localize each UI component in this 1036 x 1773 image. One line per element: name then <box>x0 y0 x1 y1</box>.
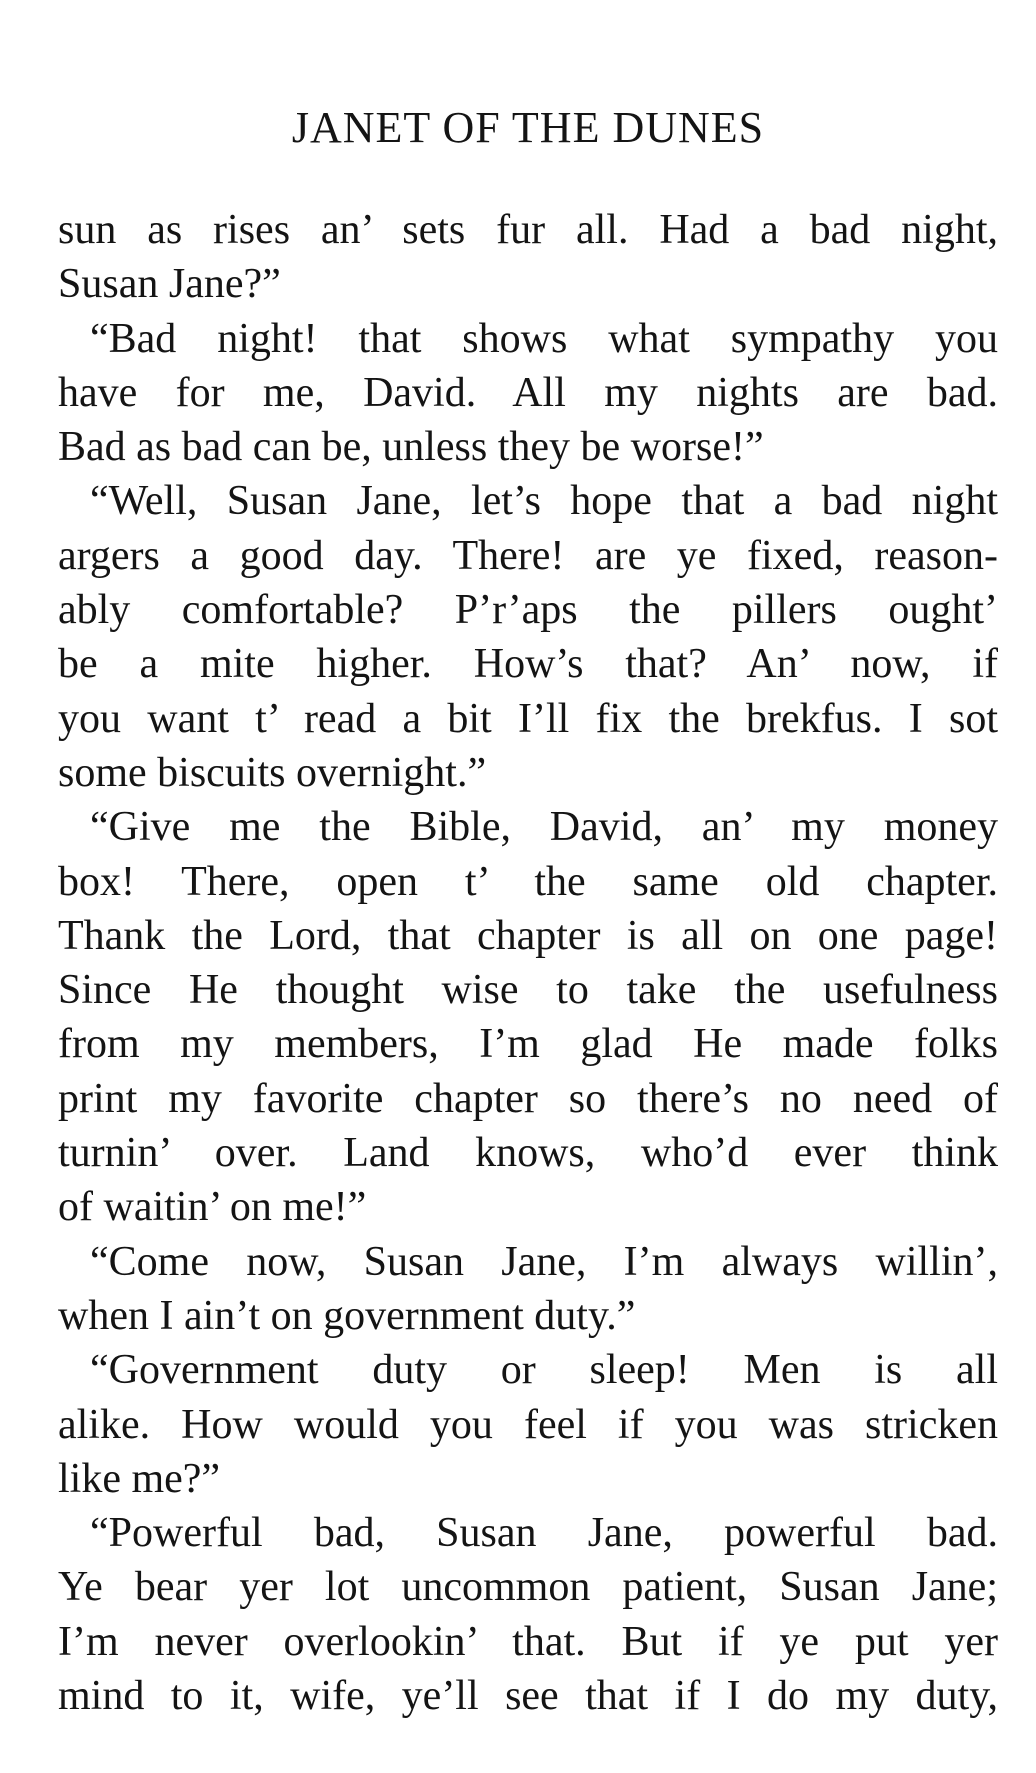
text-line: “Come now, Susan Jane, I’m always willin’, <box>90 1238 998 1285</box>
text-line: mind to it, wife, ye’ll see that if I do my duty, <box>58 1673 998 1720</box>
text-line: “Government duty or sleep! Men is all <box>90 1347 998 1394</box>
text-line: Ye bear yer lot uncommon patient, Susan Jane; <box>58 1564 998 1611</box>
text-line: “Bad night! that shows what sympathy you <box>90 315 998 362</box>
text-line: be a mite higher. How’s that? An’ now, if <box>58 641 998 688</box>
text-line: Thank the Lord, that chapter is all on one page! <box>58 912 998 959</box>
body-text <box>58 203 998 1723</box>
text-line: “Give me the Bible, David, an’ my money <box>90 804 998 851</box>
running-head: JANET OF THE DUNES <box>291 103 765 152</box>
text-line: I’m never overlookin’ that. But if ye put yer <box>58 1618 998 1665</box>
text-line: when I ain’t on government duty.” <box>58 1292 636 1339</box>
text-line: turnin’ over. Land knows, who’d ever think <box>58 1130 998 1177</box>
text-line: Bad as bad can be, unless they be worse!” <box>58 424 764 471</box>
text-line: argers a good day. There! are ye fixed, reason- <box>58 532 998 579</box>
text-line: Susan Jane?” <box>58 261 281 308</box>
text-line: box! There, open t’ the same old chapter. <box>58 858 998 905</box>
text-line: of waitin’ on me!” <box>58 1184 367 1231</box>
text-line: sun as rises an’ sets fur all. Had a bad night, <box>58 207 998 253</box>
text-line: “Well, Susan Jane, let’s hope that a bad night <box>90 478 998 525</box>
text-line: like me?” <box>58 1455 221 1502</box>
text-line: from my members, I’m glad He made folks <box>58 1021 998 1068</box>
text-line: you want t’ read a bit I’ll fix the brekfus. I sot <box>58 695 998 742</box>
text-line: ably comfortable? P’r’aps the pillers ought’ <box>58 587 998 634</box>
text-line: print my favorite chapter so there’s no need of <box>58 1075 998 1122</box>
text-line: alike. How would you feel if you was stricken <box>58 1401 998 1448</box>
text-line: have for me, David. All my nights are bad. <box>58 369 998 416</box>
text-line: “Powerful bad, Susan Jane, powerful bad. <box>90 1510 998 1557</box>
text-line: Since He thought wise to take the usefulness <box>58 967 998 1014</box>
text-line: some biscuits overnight.” <box>58 749 487 796</box>
